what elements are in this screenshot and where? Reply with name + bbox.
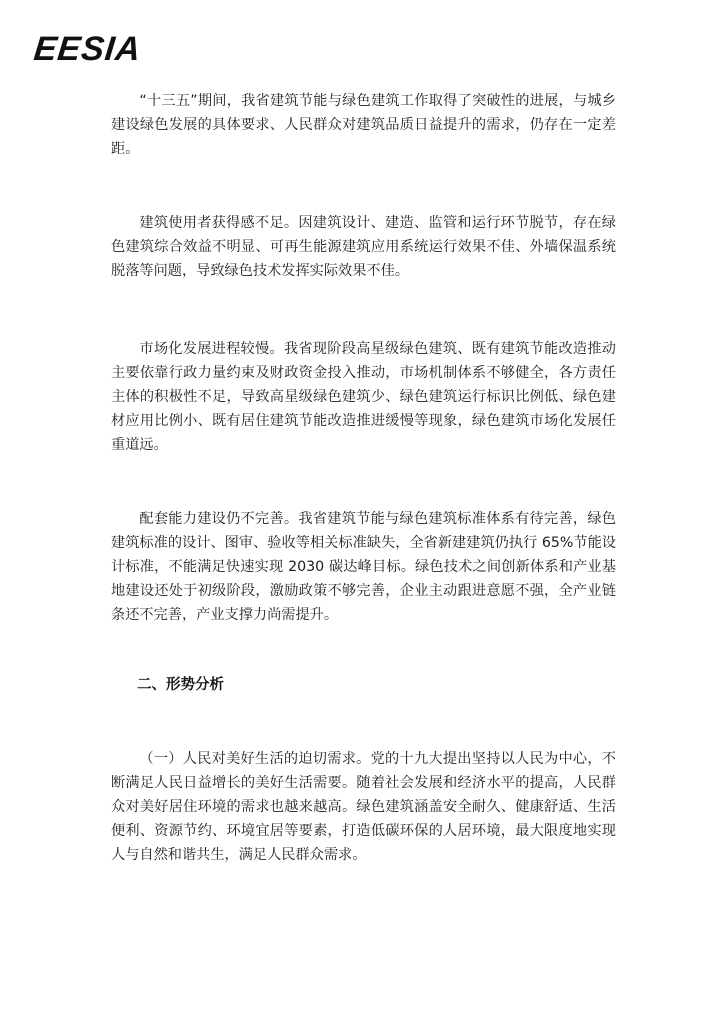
- logo-text: EESIA: [32, 30, 144, 68]
- section-heading: 二、形势分析: [137, 677, 224, 693]
- paragraph-supporting-capacity: 配套能力建设仍不完善。我省建筑节能与绿色建筑标准体系有待完善，绿色建筑标准的设计、图审、验收等相关标准缺失，全省新建建筑仍执行 65%节能设计标准，不能满足快速实现 2030 碳达峰目标。绿色技术之间创新体系和产业基地建设还处于初级阶段，激励政策不够完善，企业主动跟进意愿不强，全产业链条还不完善，产业支撑力尚需提升。: [111, 511, 616, 623]
- paragraph-market-development: 市场化发展进程较慢。我省现阶段高星级绿色建筑、既有建筑节能改造推动主要依靠行政力量约束及财政资金投入推动，市场机制体系不够健全，各方责任主体的积极性不足，导致高星级绿色建筑少、绿色建筑运行标识比例低、绿色建材应用比例小、既有居住建筑节能改造推进缓慢等现象，绿色建筑市场化发展任重道远。: [111, 341, 616, 453]
- paragraph-progress-gap: “十三五”期间，我省建筑节能与绿色建筑工作取得了突破性的进展，与城乡建设绿色发展的具体要求、人民群众对建筑品质日益提升的需求，仍存在一定差距。: [111, 93, 616, 157]
- paragraph-user-experience: 建筑使用者获得感不足。因建筑设计、建造、监管和运行环节脱节，存在绿色建筑综合效益不明显、可再生能源建筑应用系统运行效果不佳、外墙保温系统脱落等问题，导致绿色技术发挥实际效果不佳。: [111, 215, 616, 279]
- eesia-logo: [32, 30, 144, 68]
- paragraph-people-needs: （一）人民对美好生活的迫切需求。党的十九大提出坚持以人民为中心，不断满足人民日益增长的美好生活需要。随着社会发展和经济水平的提高，人民群众对美好居住环境的需求也越来越高。绿色建筑涵盖安全耐久、健康舒适、生活便利、资源节约、环境宜居等要素，打造低碳环保的人居环境，最大限度地实现人与自然和谐共生，满足人民群众需求。: [111, 751, 616, 863]
